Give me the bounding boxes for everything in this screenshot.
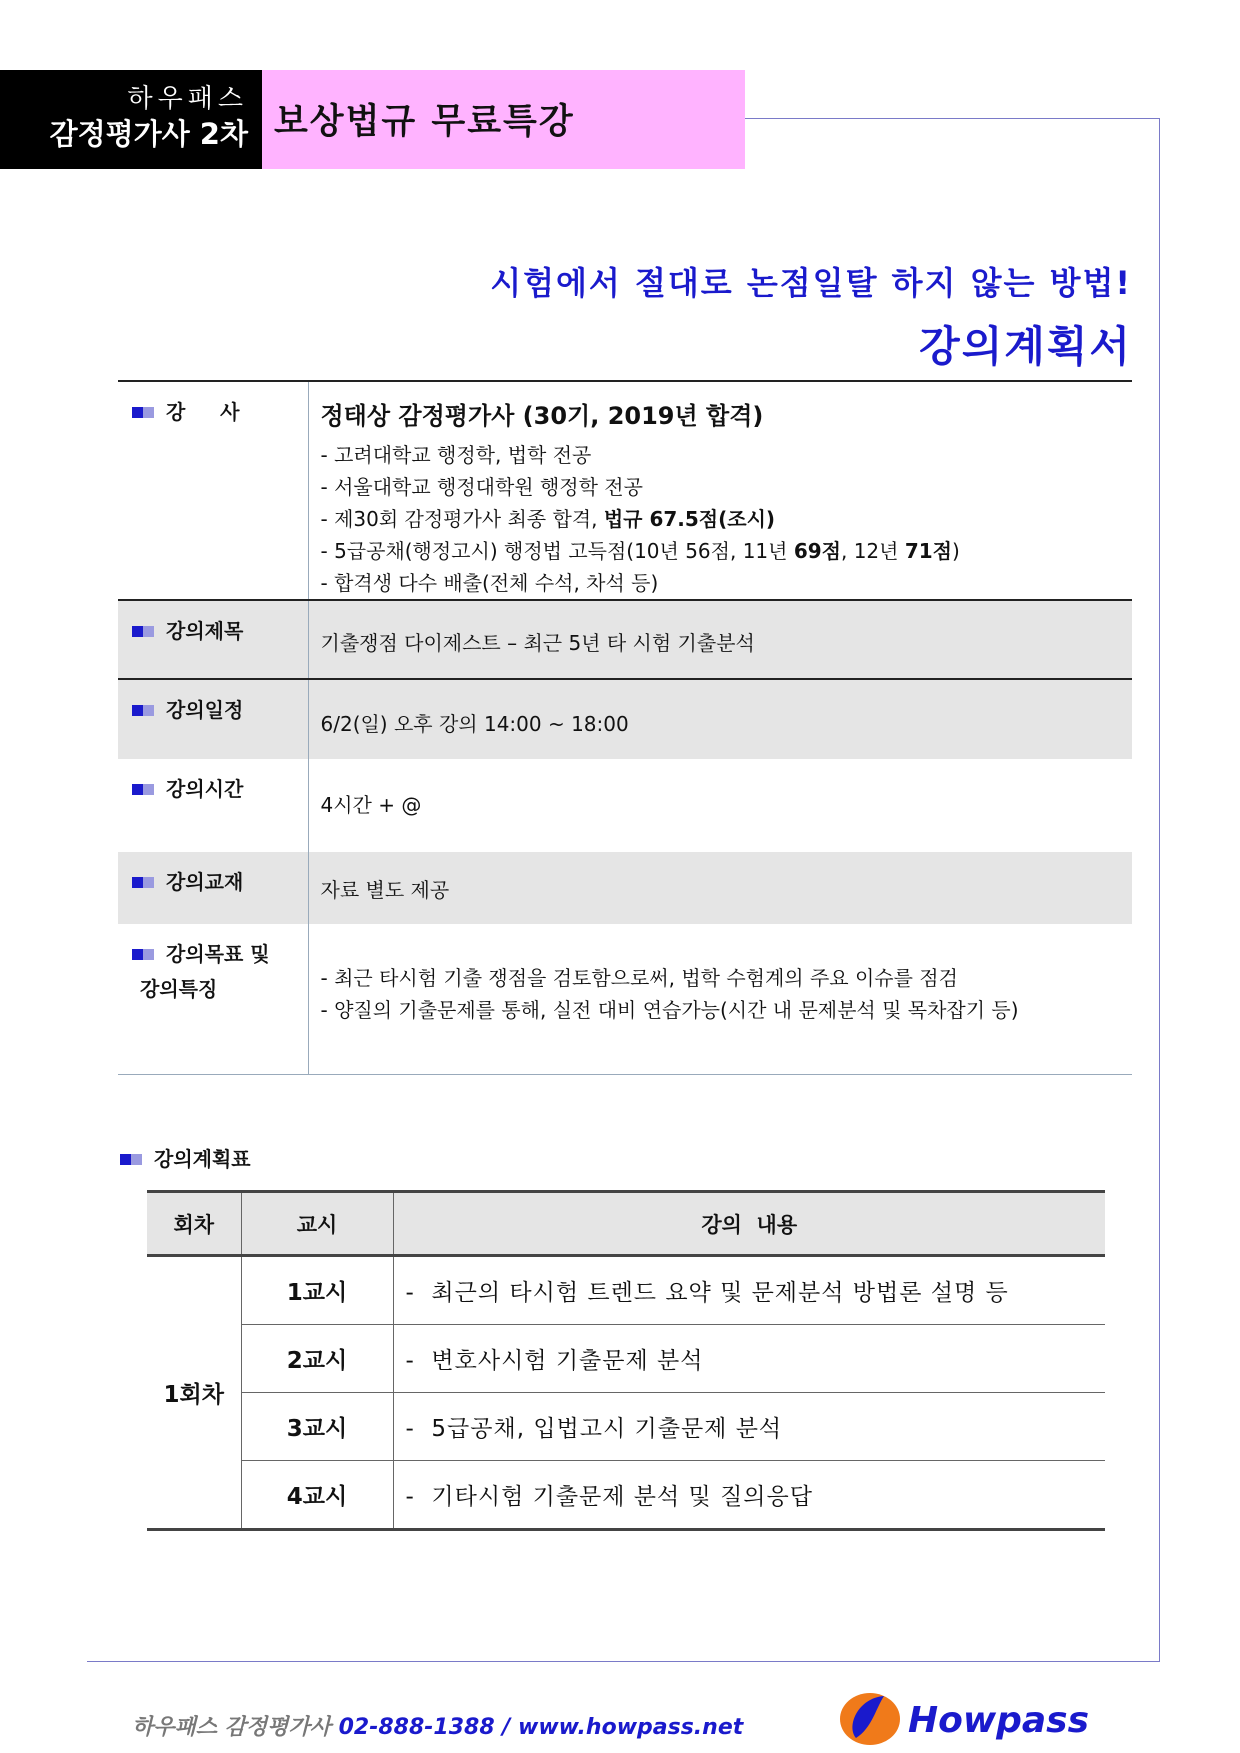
label-schedule: 강의일정 [166, 698, 244, 722]
period-cell: 2교시 [241, 1325, 393, 1393]
frame-line-right [1159, 118, 1160, 1662]
bullet-square-icon [131, 1154, 142, 1165]
table-header-row [147, 1192, 1105, 1256]
schedule-heading: 강의계획표 [120, 1143, 251, 1172]
lecture-plan-table [147, 1190, 1105, 1531]
bullet-square-icon [143, 784, 154, 795]
bullet-square-icon [132, 705, 143, 716]
column-header: 교시 [241, 1192, 393, 1256]
label-instructor: 강 사 [118, 381, 308, 600]
bullet-square-icon [132, 407, 143, 418]
goal-details [308, 924, 1132, 1074]
bullet-square-icon [132, 949, 143, 960]
row-duration [118, 759, 1132, 852]
table-row [147, 1393, 1105, 1461]
bullet-square-icon [143, 949, 154, 960]
instructor-bullet: - 고려대학교 행정학, 법학 전공 [320, 443, 592, 467]
round-cell: 1회차 [147, 1256, 241, 1530]
goal-line: - 최근 타시험 기출 쟁점을 검토함으로써, 법학 수험계의 주요 이슈를 점검 [320, 966, 958, 990]
row-course-title [118, 600, 1132, 679]
row-goal [118, 924, 1132, 1074]
footer-contact [132, 1710, 743, 1741]
headline: 시험에서 절대로 논점일탈 하지 않는 방법! [490, 264, 1132, 302]
row-material [118, 852, 1132, 924]
label-material: 강의교재 [166, 870, 244, 894]
content-cell: - 최근의 타시험 트렌드 요약 및 문제분석 방법론 설명 등 [393, 1256, 1105, 1325]
material-value: 자료 별도 제공 [308, 852, 1132, 924]
label-goal-2: 강의특징 [140, 977, 218, 1001]
table-row [147, 1325, 1105, 1393]
course-info-table [118, 380, 1132, 1075]
label-course-title: 강의제목 [166, 619, 244, 643]
brand-block [0, 70, 262, 169]
bullet-square-icon [132, 877, 143, 888]
frame-line-bottom [87, 1661, 1160, 1662]
bullet-square-icon [120, 1154, 131, 1165]
content-cell: - 기타시험 기출문제 분석 및 질의응답 [393, 1461, 1105, 1530]
period-cell: 1교시 [241, 1256, 393, 1325]
content-cell: - 변호사시험 기출문제 분석 [393, 1325, 1105, 1393]
goal-line: - 양질의 기출문제를 통해, 실전 대비 연습가능(시간 내 문제분석 및 목차잡기 등) [320, 998, 1019, 1022]
bullet-square-icon [143, 626, 154, 637]
instructor-details [308, 381, 1132, 600]
bullet-square-icon [132, 626, 143, 637]
footer-org: 하우패스 감정평가사 [132, 1715, 331, 1740]
instructor-bullet: - 서울대학교 행정대학원 행정학 전공 [320, 475, 643, 499]
banner [262, 70, 745, 169]
table-row [147, 1256, 1105, 1325]
instructor-bullet: - 합격생 다수 배출(전체 수석, 차석 등) [320, 571, 659, 595]
period-cell: 4교시 [241, 1461, 393, 1530]
bullet-square-icon [143, 407, 154, 418]
brand-line2: 감정평가사 2차 [49, 117, 248, 151]
footer-phone-web: 02-888-1388 / www.howpass.net [338, 1715, 744, 1740]
bullet-square-icon [143, 705, 154, 716]
row-schedule [118, 679, 1132, 759]
label-duration: 강의시간 [166, 777, 244, 801]
howpass-logo-icon [838, 1688, 1138, 1748]
content-cell: - 5급공채, 입법고시 기출문제 분석 [393, 1393, 1105, 1461]
table-row [147, 1461, 1105, 1530]
column-header: 강의 내용 [393, 1192, 1105, 1256]
banner-title: 보상법규 무료특강 [274, 102, 575, 142]
bullet-square-icon [132, 784, 143, 795]
schedule-value: 6/2(일) 오후 강의 14:00 ~ 18:00 [308, 679, 1132, 759]
course-title-value: 기출쟁점 다이제스트 – 최근 5년 타 시험 기출분석 [308, 600, 1132, 679]
frame-line-top [745, 118, 1159, 119]
logo-text: Howpass [908, 1700, 1090, 1741]
instructor-name: 정태상 감정평가사 (30기, 2019년 합격) [320, 402, 764, 430]
column-header: 회차 [147, 1192, 241, 1256]
row-instructor [118, 381, 1132, 600]
document-title: 강의계획서 [919, 322, 1132, 371]
duration-value: 4시간 + @ [320, 793, 422, 817]
label-goal-1: 강의목표 및 [166, 942, 270, 966]
brand-line1: 하우패스 [127, 84, 248, 114]
instructor-bullet: - 5급공채(행정고시) 행정법 고득점(10년 56점, 11년 69점, 12년 71점) [320, 539, 960, 563]
bullet-square-icon [143, 877, 154, 888]
period-cell: 3교시 [241, 1393, 393, 1461]
instructor-bullet: - 제30회 감정평가사 최종 합격, 법규 67.5점(조시) [320, 507, 776, 531]
